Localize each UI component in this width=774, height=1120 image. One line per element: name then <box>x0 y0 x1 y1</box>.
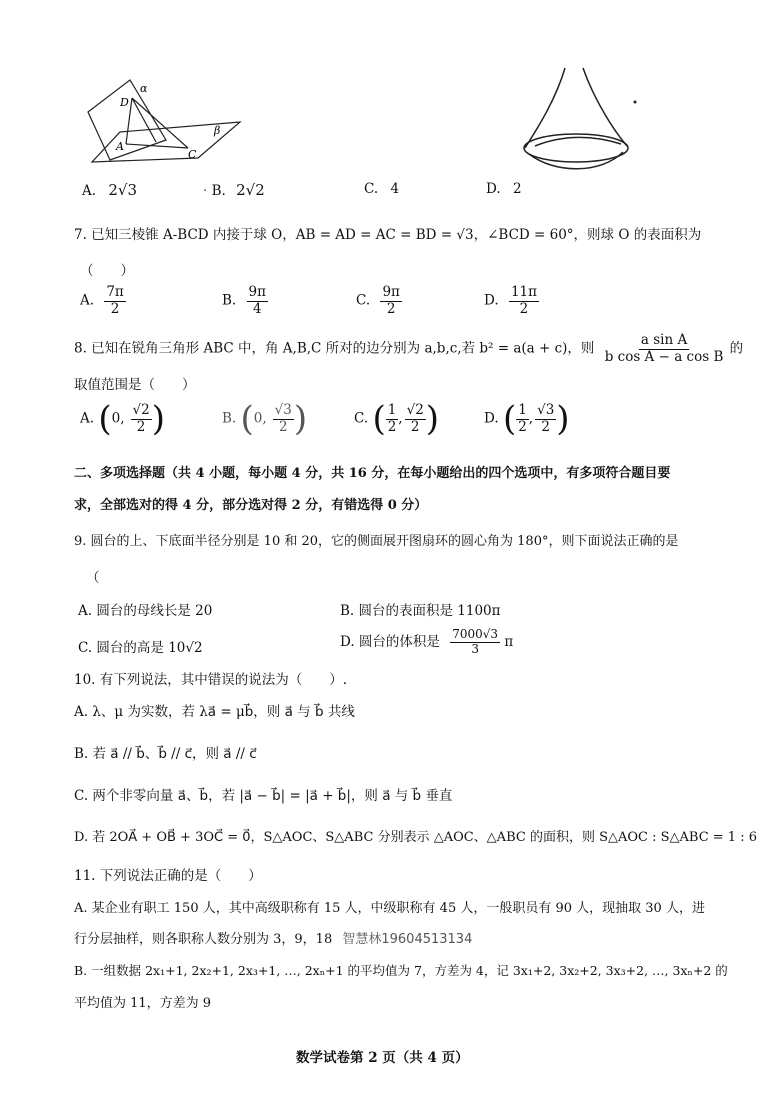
q7-option-b-num: 9π <box>248 284 266 300</box>
q11-option-a-line1[interactable]: A. 某企业有职工 150 人，其中高级职称有 15 人，中级职称有 45 人，一般职员有 90 人，现抽取 30 人，进 <box>74 901 705 916</box>
q6-option-d[interactable] <box>486 181 522 197</box>
q8-option-b-label: B. <box>222 410 237 427</box>
q11-option-b-line1[interactable]: B. 一组数据 2x₁+1, 2x₂+1, 2x₃+1, …, 2xₙ+1 的平均值为 7，方差为 4，记 3x₁+2, 3x₂+2, 3x₃+2, …, 3xₙ+2 的 <box>74 963 728 978</box>
q8-option-a-den: 2 <box>136 418 146 435</box>
q10-stem: 10. 有下列说法，其中错误的说法为（ ）. <box>74 672 348 688</box>
q7-option-a[interactable] <box>80 285 126 317</box>
q8-stem-line1 <box>74 333 743 365</box>
q7-stem: 7. 已知三棱锥 A-BCD 内接于球 O，AB = AD = AC = BD = √3，∠BCD = 60°，则球 O 的表面积为 <box>74 227 702 243</box>
q8-option-c-num: √2 <box>406 401 424 418</box>
q6-option-c-label: C. <box>364 181 379 197</box>
q8-option-d-num: √3 <box>537 401 555 418</box>
q7-paren: （ ） <box>80 263 134 279</box>
dihedral-figure <box>80 70 250 170</box>
q8-option-c-den: 2 <box>410 418 420 435</box>
q6-option-b-label: B. <box>211 183 226 199</box>
q8-option-a-label: A. <box>80 410 95 427</box>
q9-option-d-den: 3 <box>471 641 479 656</box>
watermark-text: 智慧林19604513134 <box>342 932 473 947</box>
q9-option-d-num: 7000√3 <box>452 627 499 641</box>
q7-option-b-label: B. <box>222 292 237 309</box>
q11-option-b-line2: 平均值为 11，方差为 9 <box>74 996 212 1011</box>
q10-option-d[interactable]: D. 若 2OA⃗ + OB⃗ + 3OC⃗ = 0⃗，S△AOC、S△ABC 分别表示 △AOC、△ABC 的面积，则 S△AOC : S△ABC = 1 : 6 <box>74 830 757 845</box>
q8-option-c[interactable]: C. ( $\frac{1}{2}$ , $\frac{√2}{2}$ ) <box>354 399 440 439</box>
q7-option-c-den: 2 <box>386 300 396 317</box>
plane-alpha <box>88 80 166 160</box>
section2-header-line1: 二、多项选择题（共 4 小题，每小题 4 分，共 16 分，在每小题给出的四个选项中，有多项符合题目要 <box>74 466 671 481</box>
q8-stem-line2: 取值范围是（ ） <box>74 377 196 393</box>
q9-paren: （ <box>86 570 100 586</box>
q9-option-d[interactable] <box>340 628 513 657</box>
label-A: A <box>116 140 124 153</box>
q8-option-c-label: C. <box>354 410 369 427</box>
q9-option-d-pi: π <box>504 633 514 650</box>
q7-option-c[interactable] <box>356 285 402 317</box>
q8-frac-den: b cos A − a cos B <box>604 348 724 365</box>
q8-option-a-lo: 0, <box>111 410 125 427</box>
q8-option-b-lo: 0, <box>253 410 267 427</box>
q7-option-d-num: 11π <box>510 284 537 300</box>
q8-stem-text: 8. 已知在锐角三角形 ABC 中，角 A,B,C 所对的边分别为 a,b,c,若 b² = a(a + c)，则 <box>74 340 595 357</box>
q6-option-b-value: 2√2 <box>236 181 265 199</box>
q7-option-d[interactable] <box>484 285 539 317</box>
q8-frac-num: a sin A <box>640 332 688 348</box>
q6-option-d-value: 2 <box>512 181 522 197</box>
q10-option-a[interactable]: A. λ、μ 为实数，若 λa⃗ = μb⃗，则 a⃗ 与 b⃗ 共线 <box>74 704 355 720</box>
q7-option-d-label: D. <box>484 292 499 309</box>
q8-option-a[interactable]: A. (0, $\frac{√2}{2}$ ) <box>80 399 165 439</box>
q8-option-b-den: 2 <box>278 418 288 435</box>
label-D: D <box>120 96 129 109</box>
q6-option-a-value: 2√3 <box>108 181 137 199</box>
section2-header-line2: 求，全部选对的得 4 分，部分选对得 2 分，有错选得 0 分） <box>74 498 428 513</box>
q7-option-d-den: 2 <box>519 300 529 317</box>
q7-option-c-num: 9π <box>382 284 400 300</box>
q6-option-c[interactable] <box>364 181 399 197</box>
q9-option-d-text: D. 圆台的体积是 <box>340 633 440 650</box>
q11-stem: 11. 下列说法正确的是（ ） <box>74 868 262 884</box>
q11-option-a-line2 <box>74 928 472 947</box>
q8-option-b-num: √3 <box>274 401 292 418</box>
q6-option-a[interactable] <box>82 181 137 199</box>
q6-option-a-label: A. <box>82 183 97 199</box>
q10-option-b[interactable]: B. 若 a⃗ // b⃗、b⃗ // c⃗，则 a⃗ // c⃗ <box>74 746 257 762</box>
cone-figure <box>515 62 645 177</box>
label-beta: β <box>214 124 221 137</box>
q9-option-a[interactable]: A. 圆台的母线长是 20 <box>78 603 213 619</box>
q8-option-c-lo-den: 2 <box>387 418 397 435</box>
q8-stem-end: 的 <box>729 340 744 357</box>
q9-stem: 9. 圆台的上、下底面半径分别是 10 和 20，它的侧面展开图扇环的圆心角为 180°，则下面说法正确的是 <box>74 534 679 549</box>
q6-option-d-label: D. <box>486 181 501 197</box>
q11-option-a-line2-text: 行分层抽样，则各职称人数分别为 3，9，18 <box>74 932 333 947</box>
q9-option-b[interactable]: B. 圆台的表面积是 1100π <box>340 603 501 619</box>
q8-option-d-lo-den: 2 <box>518 418 527 435</box>
q7-option-a-den: 2 <box>110 300 120 317</box>
q8-option-b[interactable]: B. (0, $\frac{√3}{2}$ ) <box>222 399 308 439</box>
q9-option-c[interactable]: C. 圆台的高是 10√2 <box>78 640 203 656</box>
q6-option-b[interactable]: · B. 2√2 <box>203 181 265 199</box>
q7-option-a-label: A. <box>80 292 95 309</box>
q7-option-a-num: 7π <box>106 284 124 300</box>
q6-option-c-value: 4 <box>390 181 400 197</box>
q7-option-b[interactable] <box>222 285 268 317</box>
label-C: C <box>188 148 197 161</box>
q7-option-c-label: C. <box>356 292 371 309</box>
q8-option-d-den: 2 <box>541 418 550 435</box>
q10-option-c[interactable]: C. 两个非零向量 a⃗、b⃗，若 |a⃗ − b⃗| = |a⃗ + b⃗|，则 a⃗ 与 b⃗ 垂直 <box>74 788 453 804</box>
q7-option-b-den: 4 <box>252 300 262 317</box>
label-alpha: α <box>140 82 148 95</box>
q8-option-c-lo-num: 1 <box>387 401 397 418</box>
q8-option-d-lo-num: 1 <box>518 401 527 418</box>
q8-option-d-label: D. <box>484 410 499 427</box>
q8-option-d[interactable]: D. ( $\frac{1}{2}$ , $\frac{√3}{2}$ ) <box>484 399 570 439</box>
page-footer: 数学试卷第 2 页（共 4 页） <box>296 1050 469 1066</box>
q8-option-a-num: √2 <box>132 401 150 418</box>
